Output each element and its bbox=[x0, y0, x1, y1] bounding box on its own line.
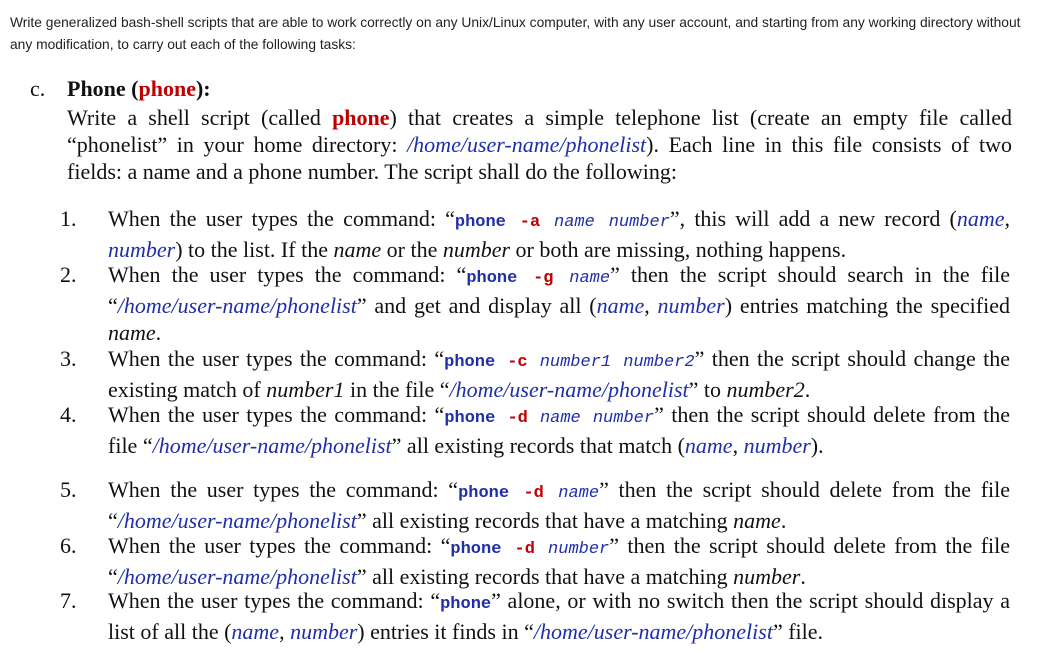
intro-text: Write generalized bash-shell scripts that are able to work correctly on any Unix/Linux computer, with any user account, and starting from any working directory without any modification, to carry out each of the following tasks: bbox=[10, 15, 1021, 52]
section-title: Phone (phone): bbox=[67, 76, 211, 101]
assignment-document: c. Phone (phone): Write a shell script (called phone) that creates a simple telephone list (create an empty file called “phonelist” in your home directory: /home/user-name/phonelist). Each line in this file consists of two fields: a name and a phone number. The script shall do the following: 1. When the user types the command: “phone -a name number”, this will add a new record (name, number) to the list. If the name or the number or both are missing, nothing happens. 2. When the user types the command: “phone -g name” then the script should search in the file “/home/user-name/phonelist” and get and display all (name, number) entries matching the specified name. 3. When the user types the command: “phone -c number1 number2” then the script should change the existing match of number1 in the file “/home/user-name/phonelist” to number2. 4. When the user types the command: “phone -d name number” then the script should delete from the file “/home/user-name/phonelist” all existing records that match (name, number). 5. When the user types the command: “phone -d name” then the script should delete from the file “/home/user-name/phonelist” all existing records that have a matching name. 6. When the user types the command: “phone -d number” then the script should delete from the file “/home/user-name/phonelist” all existing records that have a matching number. 7. When the user types the command: “phone” alone, or with no switch then the script should display a list of all the (name, number) entries it finds in “/home/user-name/phonelist” file. bbox=[30, 76, 1012, 644]
section-description: Write a shell script (called phone) that creates a simple telephone list (create an empty file called “phonelist” in your home directory: /home/user-name/phonelist). Each line in this file consists of two fields: a name and a phone number. The script shall do the following: bbox=[67, 105, 1012, 184]
section-letter: c. bbox=[30, 76, 46, 101]
